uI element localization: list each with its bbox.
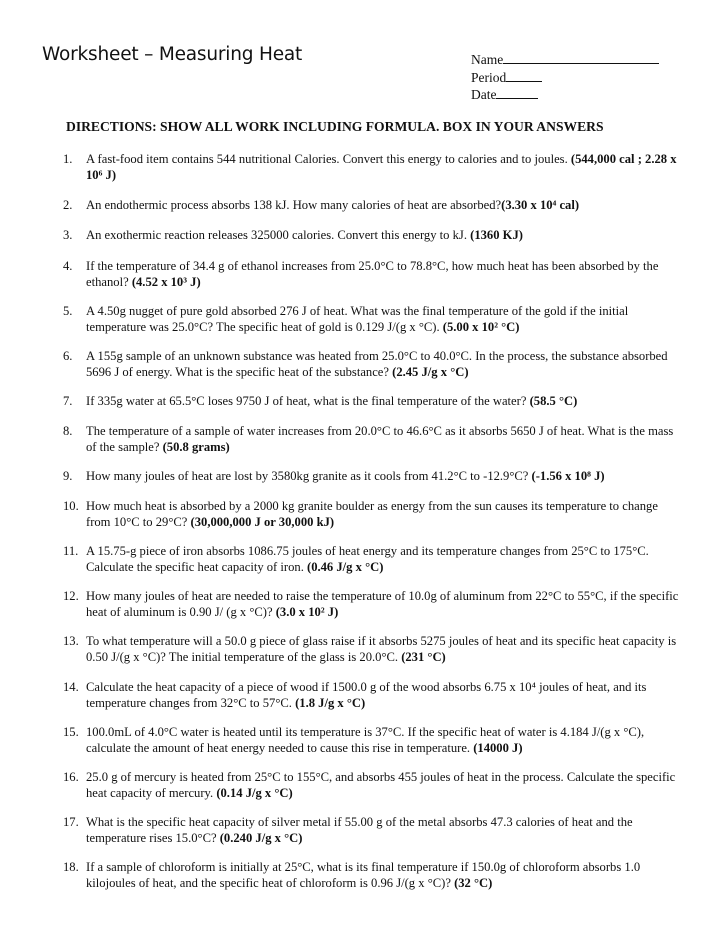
- question-body: [86, 543, 683, 575]
- question-text: How many joules of heat are lost by 3580kg granite as it cools from 41.2°C to -12.9°C?: [86, 469, 532, 483]
- question-answer: (3.30 x 10⁴ cal): [501, 198, 580, 212]
- question-number: 6.: [63, 349, 73, 363]
- question-answer: (544,000 cal ; 2.28 x 10⁶ J): [86, 152, 677, 182]
- question-text: Calculate the heat capacity of a piece of wood if 1500.0 g of the wood absorbs 6.75 x 10⁴ joules of heat, and its temperature changes from 32°C to 57°C.: [86, 680, 647, 710]
- question-body: [86, 724, 683, 756]
- question-item: [63, 679, 683, 711]
- question-number: 11.: [63, 544, 79, 558]
- name-field[interactable]: [471, 51, 659, 68]
- question-body: [86, 258, 683, 290]
- date-field[interactable]: [471, 86, 538, 103]
- question-answer: (0.14 J/g x °C): [216, 786, 293, 800]
- question-text: 100.0mL of 4.0°C water is heated until its temperature is 37°C. If the specific heat of water is 4.184 J/(g x °C), calculate the amount of heat energy needed to cause this rise in temperature.: [86, 725, 645, 755]
- question-item: [63, 468, 683, 484]
- question-body: [86, 348, 683, 380]
- question-number: 4.: [63, 259, 73, 273]
- question-text: An exothermic reaction releases 325000 calories. Convert this energy to kJ.: [86, 228, 471, 242]
- question-number: 10.: [63, 499, 79, 513]
- question-item: [63, 423, 683, 455]
- question-item: [63, 814, 683, 846]
- question-text: An endothermic process absorbs 138 kJ. How many calories of heat are absorbed?: [86, 198, 502, 212]
- question-number: 15.: [63, 725, 79, 739]
- question-item: [63, 227, 683, 243]
- question-body: [86, 633, 683, 665]
- question-number: 2.: [63, 198, 73, 212]
- question-answer: (1360 KJ): [470, 228, 523, 242]
- question-number: 17.: [63, 815, 79, 829]
- question-answer: (3.0 x 10² J): [275, 605, 339, 619]
- question-text: If the temperature of 34.4 g of ethanol increases from 25.0°C to 78.8°C, how much heat has been absorbed by the ethanol?: [86, 259, 659, 289]
- question-item: [63, 498, 683, 530]
- directions: DIRECTIONS: SHOW ALL WORK INCLUDING FORMULA. BOX IN YOUR ANSWERS: [66, 119, 604, 134]
- worksheet-title: Worksheet – Measuring Heat: [42, 44, 303, 65]
- question-text: If a sample of chloroform is initially at 25°C, what is its final temperature if 150.0g of chloroform absorbs 1.0 kilojoules of heat, and the specific heat of chloroform is 0.96 J/(g x °C)?: [86, 860, 641, 890]
- question-item: [63, 859, 683, 891]
- question-answer: (0.240 J/g x °C): [219, 831, 303, 845]
- question-item: [63, 769, 683, 801]
- name-label: Name: [471, 52, 504, 67]
- question-text: A 15.75-g piece of iron absorbs 1086.75 joules of heat energy and its temperature changes from 25°C to 175°C. Calculate the specific heat capacity of iron.: [86, 544, 649, 574]
- question-number: 3.: [63, 228, 73, 242]
- question-body: [86, 769, 683, 801]
- question-item: [63, 348, 683, 380]
- question-answer: (1.8 J/g x °C): [295, 696, 366, 710]
- question-item: [63, 633, 683, 665]
- question-answer: (0.46 J/g x °C): [307, 560, 384, 574]
- question-text: If 335g water at 65.5°C loses 9750 J of heat, what is the final temperature of the water?: [86, 394, 530, 408]
- question-item: [63, 393, 683, 409]
- question-body: [86, 227, 683, 243]
- question-answer: (231 °C): [401, 650, 446, 664]
- question-number: 5.: [63, 304, 73, 318]
- question-text: What is the specific heat capacity of silver metal if 55.00 g of the metal absorbs 47.3 calories of heat and the temperature rises 15.0°C?: [86, 815, 633, 845]
- question-text: The temperature of a sample of water increases from 20.0°C to 46.6°C as it absorbs 5650 J of heat. What is the mass of the sample?: [86, 424, 674, 454]
- question-number: 8.: [63, 424, 73, 438]
- question-number: 14.: [63, 680, 79, 694]
- question-body: [86, 393, 683, 409]
- question-body: [86, 498, 683, 530]
- question-text: How many joules of heat are needed to raise the temperature of 10.0g of aluminum from 22°C to 55°C, if the specific heat of aluminum is 0.90 J/ (g x °C)?: [86, 589, 679, 619]
- date-label: Date: [471, 87, 497, 102]
- question-body: [86, 468, 683, 484]
- period-field[interactable]: [471, 69, 542, 86]
- question-number: 7.: [63, 394, 73, 408]
- question-number: 1.: [63, 152, 73, 166]
- question-text: A 4.50g nugget of pure gold absorbed 276 J of heat. What was the final temperature of the gold if the initial temperature was 25.0°C? The specific heat of gold is 0.129 J/(g x °C).: [86, 304, 629, 334]
- question-answer: (30,000,000 J or 30,000 kJ): [190, 515, 335, 529]
- question-number: 12.: [63, 589, 79, 603]
- question-body: [86, 588, 683, 620]
- question-body: [86, 423, 683, 455]
- question-body: [86, 303, 683, 335]
- question-number: 9.: [63, 469, 73, 483]
- question-text: A 155g sample of an unknown substance was heated from 25.0°C to 40.0°C. In the process, the substance absorbed 5696 J of energy. What is the specific heat of the substance?: [86, 349, 668, 379]
- question-number: 13.: [63, 634, 79, 648]
- question-body: [86, 859, 683, 891]
- question-text: How much heat is absorbed by a 2000 kg granite boulder as energy from the sun causes its temperature to change from 10°C to 29°C?: [86, 499, 658, 529]
- question-answer: (2.45 J/g x °C): [392, 365, 469, 379]
- question-answer: (5.00 x 10² °C): [442, 320, 520, 334]
- question-item: [63, 303, 683, 335]
- question-text: A fast-food item contains 544 nutritional Calories. Convert this energy to calories and to joules.: [86, 152, 571, 166]
- question-body: [86, 197, 683, 213]
- period-label: Period: [471, 70, 507, 85]
- question-body: [86, 151, 683, 183]
- question-answer: (32 °C): [454, 876, 493, 890]
- question-item: [63, 197, 683, 213]
- question-number: 18.: [63, 860, 79, 874]
- question-answer: (50.8 grams): [162, 440, 230, 454]
- period-blank: [506, 69, 542, 82]
- question-answer: (58.5 °C): [529, 394, 578, 408]
- question-item: [63, 724, 683, 756]
- question-item: [63, 588, 683, 620]
- question-answer: (14000 J): [473, 741, 523, 755]
- question-body: [86, 679, 683, 711]
- question-text: To what temperature will a 50.0 g piece of glass raise if it absorbs 5275 joules of heat and its specific heat capacity is 0.50 J/(g x °C)? The initial temperature of the glass is 20.0°C.: [86, 634, 677, 664]
- date-blank: [496, 86, 538, 99]
- question-answer: (-1.56 x 10⁸ J): [531, 469, 605, 483]
- question-item: [63, 258, 683, 290]
- question-number: 16.: [63, 770, 79, 784]
- question-text: 25.0 g of mercury is heated from 25°C to 155°C, and absorbs 455 joules of heat in the process. Calculate the specific heat capacity of mercury.: [86, 770, 676, 800]
- question-item: [63, 543, 683, 575]
- name-blank: [503, 51, 659, 64]
- question-answer: (4.52 x 10³ J): [131, 275, 201, 289]
- question-body: [86, 814, 683, 846]
- question-item: [63, 151, 683, 183]
